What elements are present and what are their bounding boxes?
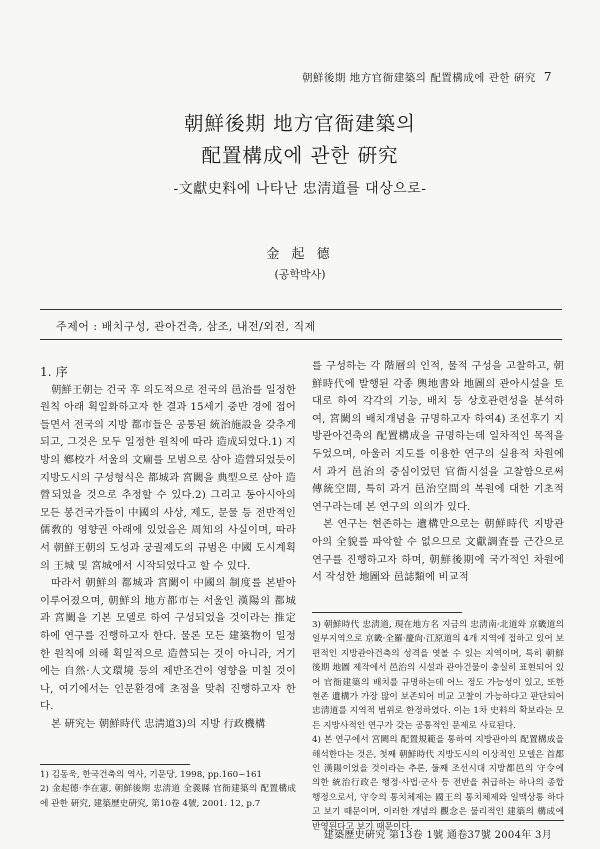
page-number: 7 <box>543 70 552 84</box>
section-heading: 1. 序 <box>40 365 68 379</box>
footnote: 4) 본 연구에서 宮闕의 配置規範을 통하여 지방관아의 配置構成을 해석한다는 것은, 첫째 朝鮮時代 지방도시의 이상적인 모델은 首都인 漢陽이었을 것이라는 추론, 둘째 조선시대 지방都邑의 守令에 의한 統治行政은 행정·사법·군사 등 전반을 취급하는 하나의 종합행정으로서, 守令의 통치체제는 國王의 통치체제와 일맥상통 하다고 보기 때문이며, 이러한 개념의 觀念은 물리적인 建築의 構成에 반영된다고 보기 때문이다. <box>312 735 564 832</box>
keywords-bottom-rule <box>40 339 562 340</box>
paragraph: 朝鮮王朝는 건국 후 의도적으로 전국의 邑治를 일정한 원칙 아래 획일화하고자 한 결과 15세기 중반 경에 접어들면서 전국의 지방 都市들은 공통된 統治施設을 갖추게 되고, 그것은 모두 일정한 원칙에 따라 造成되었다.1) 지방의 鄕校가 서울의 文廟를 모범으로 삼아 造營되었듯이 지방도시의 구성형식은 都城과 宮闕을 典型으로 삼아 造營되었을 것으로 추정할 수 있다.2) 그리고 동아시아의 모든 봉건국가들이 中國의 사상, 제도, 문물 등 전반적인 儒敎的 영향권 아래에 있었음은 周知의 사실이며, 따라서 朝鮮王朝의 도성과 궁궐제도의 규범은 中國 도시계획의 王城 및 宮城에서 시작되었다고 할 수 있다. <box>40 383 296 572</box>
keywords-top-rule <box>40 309 562 310</box>
paragraph: 본 硏究는 朝鮮時代 忠淸道3)의 지방 行政機構 <box>51 717 266 730</box>
keywords: 주제어 : 배치구성, 관아건축, 삼조, 내전/외전, 직제 <box>56 320 316 333</box>
author-degree: (공학박사) <box>274 268 326 281</box>
paragraph: 따라서 朝鮮의 都城과 宮闕이 中國의 制度를 본받아 이루어졌으며, 朝鮮의 地方都市는 서울인 漢陽의 都城과 宮闕을 기본 모델로 하여 구성되었을 것이라는 推定하에 연구를 진행하고자 한다. 물론 모든 建築物이 일정한 원칙에 의해 획일적으로 造營되는 것이 아니라, 거기에는 自然·人文環境 등의 제반조건이 영향을 미칠 것이나, 여기에서는 인문환경에 초점을 맞춰 진행하고자 한다. <box>40 577 296 713</box>
footnote: 3) 朝鮮時代 忠淸道, 現在地方名 지금의 忠淸南·北道와 京畿道의 일부지역으로 京畿·全羅·慶尙·江原道의 4개 지역에 접하고 있어 보편적인 지방관아건축의 성격을 엿볼 수 있는 지역이며, 특히 朝鮮後期 地圖 제작에서 邑治의 시설과 관아건물이 충실히 표현되어 있어 官衙建築의 배치를 규명하는데 어느 정도 가능성이 있고, 또한 현존 遺構가 가장 많이 보존되어 비교 고찰이 가능하다고 판단되어 忠淸道를 지역적 범위로 한정하였다. 이는 1차 史料의 확보라는 모든 지방사적인 연구가 갖는 공통적인 문제로 사료된다. <box>312 620 564 731</box>
author-name: 金 起 德 <box>266 247 334 262</box>
footer-rule <box>312 820 564 821</box>
left-column <box>40 364 296 733</box>
title-line-2: 配置構成에 관한 硏究 <box>201 144 399 167</box>
running-title: 朝鮮後期 地方官衙建築의 配置構成에 관한 硏究 <box>301 72 536 84</box>
footnote: 2) 金起德·李在憲, 朝鮮後期 忠淸道 全義縣 官衙建築의 配置構成에 관한 硏究, 建築歷史硏究, 第10卷 4號, 2001. 12, p.7 <box>40 784 296 809</box>
paragraph: 를 구성하는 각 階層의 인적, 물적 구성을 고찰하고, 朝鮮時代에 발행된 각종 輿地書와 地圖의 관아시설을 토대로 하여 각각의 기능, 배치 등 상호관련성을 분석하여, 宮闕의 배치개념을 규명하고자 하여4) 조선후기 지방관아건축의 配置構成을 규명하는데 일차적인 목적을 두었으며, 아울러 지도를 이용한 연구의 실용적 차원에서 과거 邑治의 중심이었던 官衙시설을 고찰함으로써 傳統空間, 특히 과거 邑治空間의 복원에 대한 기초적 연구라는데 본 연구의 의의가 있다. <box>312 360 564 513</box>
title-line-1: 朝鮮後期 地方官衙建築의 <box>183 112 417 135</box>
running-header <box>302 70 552 85</box>
subtitle: -文獻史料에 나타난 忠淸道를 대상으로- <box>173 181 427 197</box>
footnote: 1) 김동욱, 한국건축의 역사, 기문당, 1998, pp.160~161 <box>40 770 263 780</box>
paragraph: 본 연구는 현존하는 遺構만으로는 朝鮮時代 지방관아의 全貌를 파악할 수 없으므로 文獻調査를 근간으로 연구를 진행하고자 하며, 朝鮮後期에 국가적인 차원에서 작성한 地圖와 邑誌類에 비교적 <box>312 518 564 584</box>
footnotes-left <box>40 768 296 811</box>
footnote-rule-left <box>40 764 190 765</box>
title-block <box>0 108 600 198</box>
journal-footer: 建築歷史硏究 第13卷 1號 通卷37號 2004年 3月 <box>323 830 552 841</box>
right-column <box>312 358 564 587</box>
footnote-rule-right <box>312 612 462 613</box>
footnotes-right <box>312 618 564 834</box>
